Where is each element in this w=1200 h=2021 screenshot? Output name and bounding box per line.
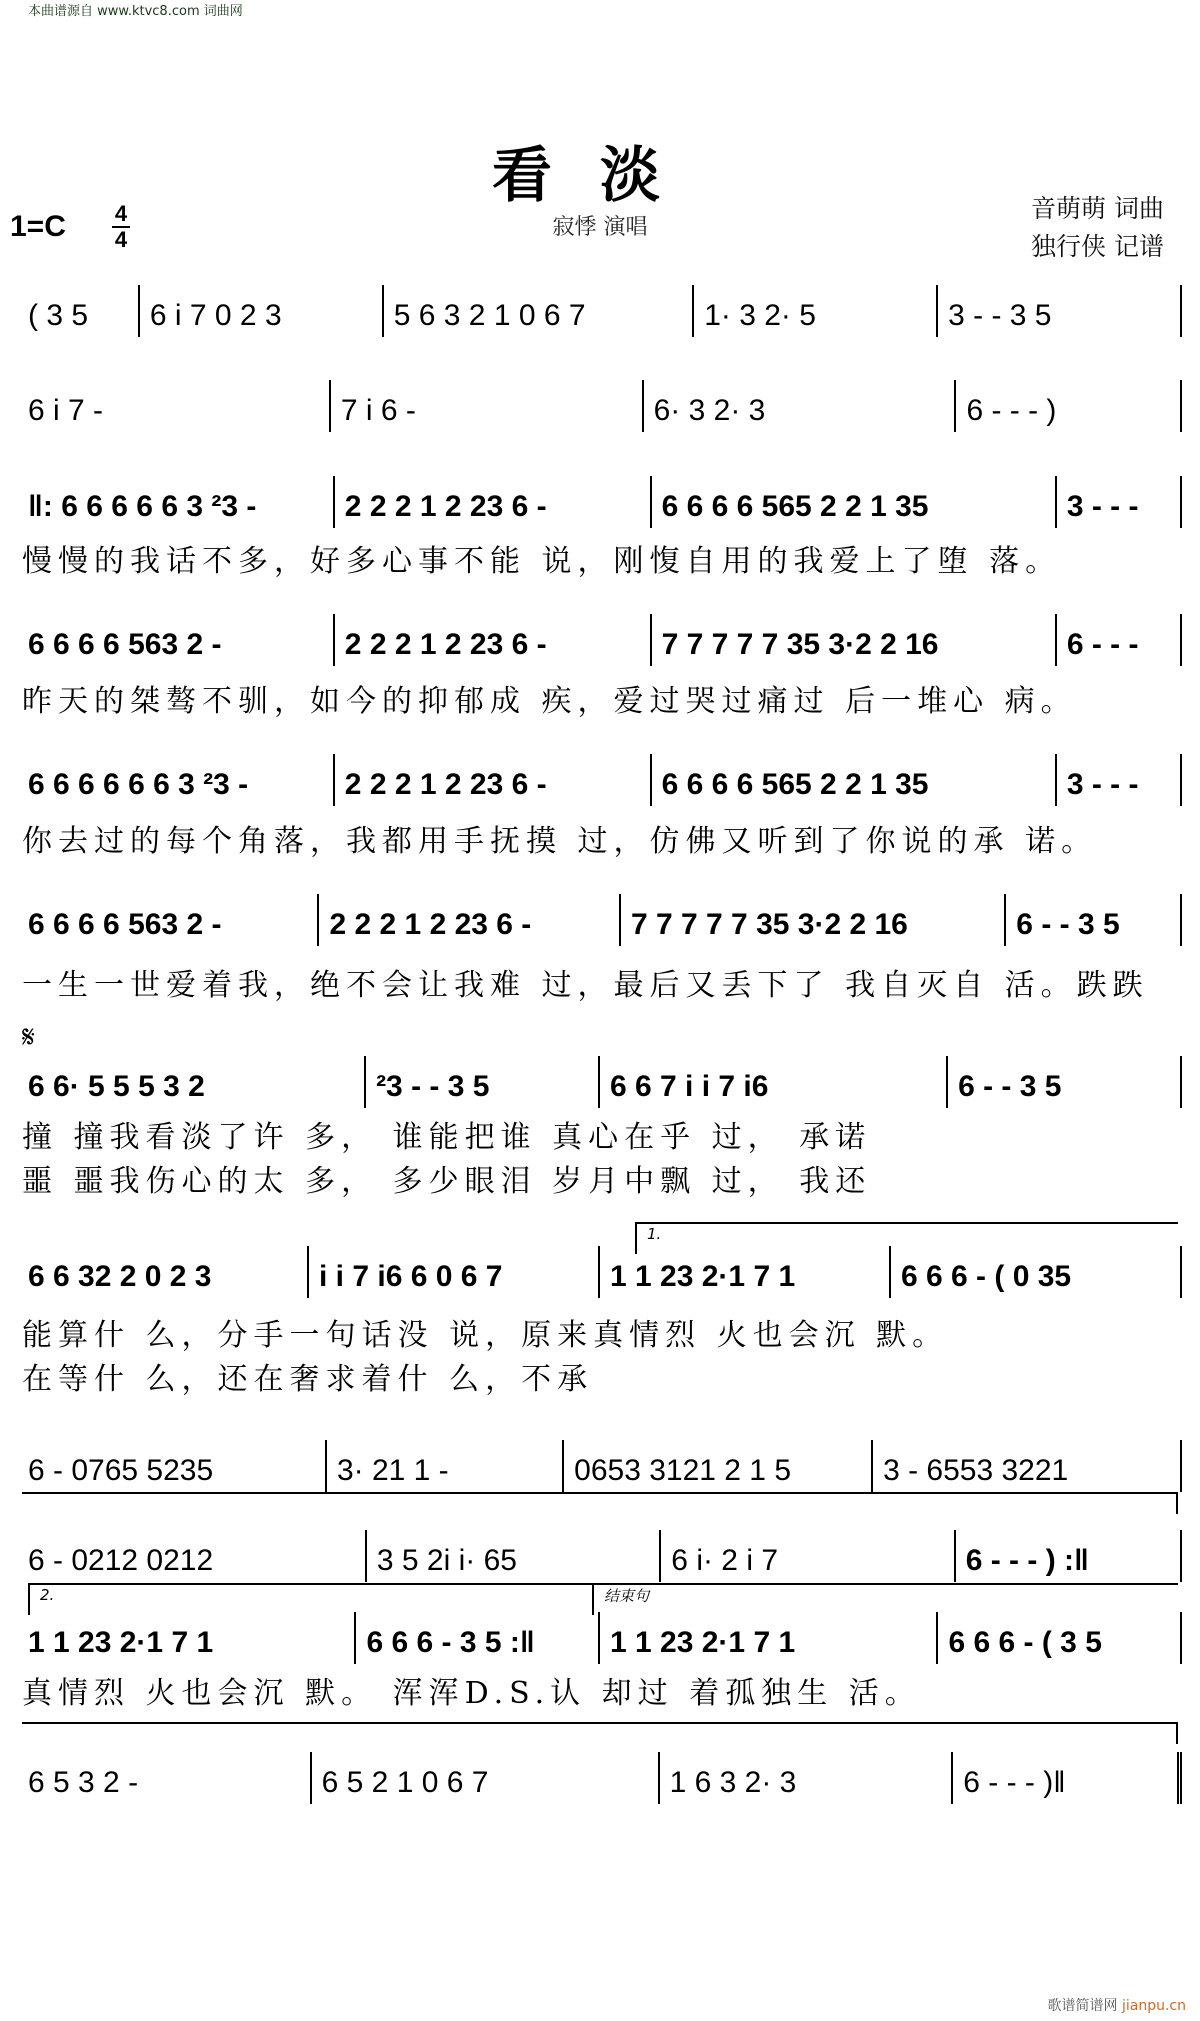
watermark-name: 歌谱简谱网 (1047, 1998, 1118, 2014)
measure: 6· 3 2· 3 (644, 380, 957, 432)
measure: 1 1 23 2·1 7 1 (600, 1246, 891, 1298)
measure: 1 1 23 2·1 7 1 (18, 1612, 356, 1664)
measure: 6 6 6 6 565 2 2 1 35 (652, 754, 1057, 806)
measure: 1 1 23 2·1 7 1 (600, 1612, 938, 1664)
measure: 6 6 6 6 563 2 - (18, 894, 319, 946)
lyric-line-verse-1: 能算什 么，分手一句话没 说，原来真情烈 火也会沉 默。 (22, 1318, 949, 1353)
staff-system-7 (18, 1056, 1182, 1108)
time-signature-bottom: 4 (114, 227, 128, 252)
measure: 3 - - - (1057, 476, 1182, 528)
measure: 6 6 32 2 0 2 3 (18, 1246, 309, 1298)
measure: i i 7 i6 6 0 6 7 (309, 1246, 600, 1298)
measure: 6 6 6 6 565 2 2 1 35 (652, 476, 1057, 528)
lyric-line-verse-2: 噩 噩我伤心的太 多， 多少眼泪 岁月中飘 过， 我还 (22, 1164, 872, 1199)
lyricist-composer: 音萌萌 词曲 (1031, 194, 1164, 223)
measure: 3 5 2i i· 65 (367, 1530, 661, 1582)
staff-system-2 (18, 380, 1182, 432)
time-signature (112, 203, 130, 251)
measure: 1 6 3 2· 3 (660, 1752, 954, 1804)
lyric-line: 你去过的每个角落，我都用手抚摸 过，仿佛又听到了你说的承 诺。 (22, 824, 1098, 859)
measure: ²3 - - 3 5 (366, 1056, 600, 1108)
lyric-line: 昨天的桀骜不驯，如今的抑郁成 疾，爱过哭过痛过 后一堆心 病。 (22, 684, 1077, 719)
source-credit: 本曲谱源自 www.ktvc8.com 词曲网 (28, 4, 243, 19)
watermark-url: jianpu.cn (1121, 1998, 1186, 2014)
measure: 2 2 2 1 2 23 6 - (335, 754, 652, 806)
staff-system-9 (18, 1440, 1182, 1492)
measure: 3 - 6553 3221 (873, 1440, 1182, 1492)
measure: 2 2 2 1 2 23 6 - (335, 614, 652, 666)
lyric-line: 真情烈 火也会沉 默。 浑浑D.S.认 却过 着孤独生 活。 (22, 1676, 921, 1711)
measure: ‖: 6 6 6 6 6 3 ²3 - (18, 476, 335, 528)
measure: 6 - - 3 5 (1006, 894, 1182, 946)
measure: 6 - - 3 5 (948, 1056, 1182, 1108)
measure: 5 6 3 2 1 0 6 7 (384, 285, 694, 337)
staff-system-5 (18, 754, 1182, 806)
measure: 6 6 6 - ( 0 35 (891, 1246, 1182, 1298)
site-watermark (1048, 1995, 1186, 2015)
measure: 6 6 7 i i 7 i6 (600, 1056, 948, 1108)
measure: 3 - - - (1057, 754, 1182, 806)
lyric-line: 一生一世爱着我，绝不会让我难 过，最后又丢下了 我自灭自 活。跌跌 (22, 968, 1149, 1003)
measure: 6 i· 2 i 7 (661, 1530, 955, 1582)
staff-system-10 (18, 1530, 1182, 1582)
segno-sign: 𝄋 (22, 1020, 35, 1055)
measure: 2 2 2 1 2 23 6 - (335, 476, 652, 528)
staff-system-6 (18, 894, 1182, 946)
measure: ( 3 5 (18, 285, 140, 337)
staff-system-11 (18, 1612, 1182, 1664)
lyric-line-verse-1: 撞 撞我看淡了许 多， 谁能把谁 真心在乎 过， 承诺 (22, 1120, 872, 1155)
staff-system-8 (18, 1246, 1182, 1298)
key-signature: 1=C (10, 210, 66, 243)
second-ending-bracket (28, 1583, 598, 1615)
measure: 6 i 7 - (18, 380, 331, 432)
ending-bracket-line (22, 1722, 1178, 1744)
staff-system-12 (18, 1752, 1182, 1804)
first-ending-label: 1. (647, 1225, 662, 1243)
composer-credits (1031, 190, 1164, 266)
time-signature-top: 4 (114, 201, 128, 226)
coda-ending-label: 结束句 (604, 1587, 650, 1605)
measure: 6 - - - (1057, 614, 1182, 666)
measure: 6 6 6 6 6 6 3 ²3 - (18, 754, 335, 806)
lyric-line: 慢慢的我话不多，好多心事不能 说，刚愎自用的我爱上了堕 落。 (22, 544, 1062, 579)
singer-credit: 寂悸 演唱 (552, 215, 648, 240)
staff-system-4 (18, 614, 1182, 666)
measure: 3· 21 1 - (327, 1440, 564, 1492)
measure: 7 i 6 - (331, 380, 644, 432)
transcriber: 独行侠 记谱 (1031, 232, 1164, 261)
song-title: 看淡 (492, 141, 708, 211)
staff-system-3 (18, 476, 1182, 528)
repeat-bracket-line (22, 1492, 1178, 1514)
coda-ending-bracket (592, 1583, 1178, 1615)
measure: 0653 3121 2 1 5 (564, 1440, 873, 1492)
measure: 6 6 6 - 3 5 :‖ (356, 1612, 600, 1664)
measure: 6 - - - ) (956, 380, 1182, 432)
measure: 6 5 2 1 0 6 7 (312, 1752, 660, 1804)
lyric-line-verse-2: 在等什 么，还在奢求着什 么，不承 (22, 1362, 594, 1397)
measure: 6 6· 5 5 5 3 2 (18, 1056, 366, 1108)
measure: 6 6 6 6 563 2 - (18, 614, 335, 666)
measure: 6 - 0212 0212 (18, 1530, 367, 1582)
measure: 3 - - 3 5 (938, 285, 1182, 337)
measure: 7 7 7 7 7 35 3·2 2 16 (652, 614, 1057, 666)
measure: 7 7 7 7 7 35 3·2 2 16 (621, 894, 1006, 946)
measure: 6 - - - ) :‖ (956, 1530, 1182, 1582)
measure: 1· 3 2· 5 (694, 285, 938, 337)
second-ending-label: 2. (40, 1586, 55, 1604)
measure: 6 5 3 2 - (18, 1752, 312, 1804)
measure: 6 6 6 - ( 3 5 (938, 1612, 1182, 1664)
measure: 6 i 7 0 2 3 (140, 285, 384, 337)
measure: 6 - - - )‖ (953, 1752, 1182, 1804)
staff-system-1 (18, 285, 1182, 337)
measure: 2 2 2 1 2 23 6 - (319, 894, 620, 946)
measure: 6 - 0765 5235 (18, 1440, 327, 1492)
